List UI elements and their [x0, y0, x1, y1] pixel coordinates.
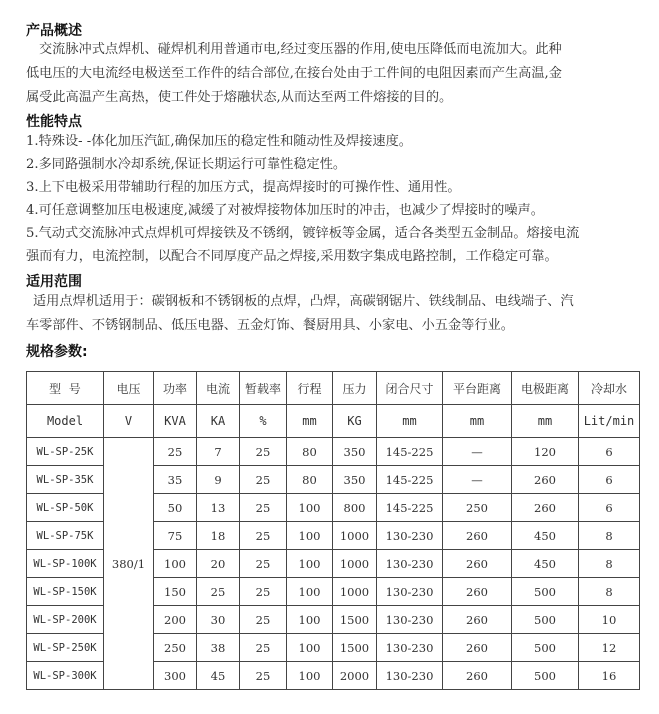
column-unit: KG: [333, 405, 377, 438]
table-cell: 6: [579, 438, 640, 466]
table-cell: 6: [579, 466, 640, 494]
table-cell: 25: [197, 578, 240, 606]
table-cell: 100: [287, 550, 333, 578]
table-cell: 260: [443, 634, 512, 662]
model-cell: WL-SP-250K: [27, 634, 104, 662]
table-row: [27, 438, 640, 466]
table-cell: 120: [512, 438, 579, 466]
model-cell: WL-SP-50K: [27, 494, 104, 522]
table-cell: 260: [443, 606, 512, 634]
column-unit: Lit/min: [579, 405, 640, 438]
table-cell: —: [443, 466, 512, 494]
table-cell: 800: [333, 494, 377, 522]
table-cell: 7: [197, 438, 240, 466]
feature-item: 4.可任意调整加压电极速度,减缓了对被焊接物体加压时的冲击，也减少了焊接时的噪声。: [26, 203, 544, 218]
model-cell: WL-SP-300K: [27, 662, 104, 690]
table-cell: 8: [579, 578, 640, 606]
table-cell: 9: [197, 466, 240, 494]
table-cell: 150: [154, 578, 197, 606]
table-cell: 30: [197, 606, 240, 634]
table-cell: 25: [240, 662, 287, 690]
table-cell: 1000: [333, 550, 377, 578]
table-cell: 25: [240, 578, 287, 606]
table-cell: 100: [287, 494, 333, 522]
voltage-cell: 380/1: [104, 438, 154, 690]
table-cell: 350: [333, 438, 377, 466]
table-cell: 45: [197, 662, 240, 690]
table-cell: 8: [579, 522, 640, 550]
table-cell: 8: [579, 550, 640, 578]
column-unit: %: [240, 405, 287, 438]
table-cell: 1000: [333, 522, 377, 550]
table-cell: 16: [579, 662, 640, 690]
model-cell: WL-SP-100K: [27, 550, 104, 578]
table-cell: 130-230: [377, 550, 443, 578]
table-cell: 500: [512, 634, 579, 662]
column-header: 冷却水: [579, 372, 640, 405]
table-cell: 250: [154, 634, 197, 662]
table-cell: 100: [287, 578, 333, 606]
table-cell: 260: [443, 662, 512, 690]
table-cell: 250: [443, 494, 512, 522]
column-header: 行程: [287, 372, 333, 405]
column-unit: V: [104, 405, 154, 438]
table-cell: 25: [240, 606, 287, 634]
column-header: 压力: [333, 372, 377, 405]
column-unit: mm: [512, 405, 579, 438]
column-header: 暂载率: [240, 372, 287, 405]
table-cell: 1500: [333, 634, 377, 662]
feature-item: 5.气动式交流脉冲式点焊机可焊接铁及不锈纲，镀锌板等金属，适合各类型五金制品。熔接电流: [26, 226, 580, 241]
table-cell: 350: [333, 466, 377, 494]
table-cell: 450: [512, 550, 579, 578]
table-cell: 12: [579, 634, 640, 662]
table-cell: 100: [287, 634, 333, 662]
column-unit: KVA: [154, 405, 197, 438]
column-unit: Model: [27, 405, 104, 438]
table-cell: 260: [443, 522, 512, 550]
scope-heading: 适用范围: [26, 274, 82, 290]
column-unit: mm: [377, 405, 443, 438]
model-cell: WL-SP-35K: [27, 466, 104, 494]
table-cell: 38: [197, 634, 240, 662]
table-cell: 25: [240, 522, 287, 550]
column-header: 平台距离: [443, 372, 512, 405]
header-row: [27, 372, 640, 405]
table-cell: 130-230: [377, 606, 443, 634]
table-cell: 100: [154, 550, 197, 578]
model-cell: WL-SP-25K: [27, 438, 104, 466]
table-cell: 1500: [333, 606, 377, 634]
table-cell: 2000: [333, 662, 377, 690]
table-cell: 25: [154, 438, 197, 466]
table-cell: 145-225: [377, 466, 443, 494]
table-cell: 260: [512, 466, 579, 494]
overview-line: 交流脉冲式点焊机、碰焊机利用普通市电,经过变压器的作用,使电压降低而电流加大。此种: [39, 42, 562, 57]
table-cell: 130-230: [377, 522, 443, 550]
units-row: [27, 405, 640, 438]
table-cell: 260: [443, 550, 512, 578]
table-cell: 80: [287, 466, 333, 494]
table-cell: 260: [443, 578, 512, 606]
column-header: 功率: [154, 372, 197, 405]
column-header: 电压: [104, 372, 154, 405]
table-cell: 6: [579, 494, 640, 522]
table-cell: 130-230: [377, 662, 443, 690]
table-cell: 13: [197, 494, 240, 522]
model-cell: WL-SP-200K: [27, 606, 104, 634]
table-cell: 450: [512, 522, 579, 550]
feature-item: 1.特殊设- -体化加压汽缸,确保加压的稳定性和随动性及焊接速度。: [26, 134, 412, 149]
column-unit: mm: [287, 405, 333, 438]
overview-heading: 产品概述: [26, 23, 82, 39]
column-header: 电极距离: [512, 372, 579, 405]
features-heading: 性能特点: [26, 114, 82, 130]
table-cell: 130-230: [377, 634, 443, 662]
table-cell: 75: [154, 522, 197, 550]
table-cell: 200: [154, 606, 197, 634]
overview-line: 低电压的大电流经电极送至工作件的结合部位,在接台处由于工件间的电阻因素而产生高温,金: [26, 66, 562, 81]
column-header: 电流: [197, 372, 240, 405]
table-cell: 1000: [333, 578, 377, 606]
table-cell: 145-225: [377, 438, 443, 466]
feature-item: 3.上下电极采用带辅助行程的加压方式，提高焊接时的可操作性、通用性。: [26, 180, 461, 195]
table-cell: 35: [154, 466, 197, 494]
spec-table: [26, 371, 640, 690]
table-cell: 500: [512, 606, 579, 634]
table-cell: 500: [512, 578, 579, 606]
overview-line: 属受此高温产生高热，使工件处于熔融状态,从而达至两工件熔接的目的。: [26, 90, 453, 105]
specs-heading: 规格参数:: [26, 344, 88, 360]
column-header: 闭合尺寸: [377, 372, 443, 405]
table-cell: 10: [579, 606, 640, 634]
column-unit: KA: [197, 405, 240, 438]
table-cell: 100: [287, 522, 333, 550]
table-cell: 500: [512, 662, 579, 690]
column-unit: mm: [443, 405, 512, 438]
table-cell: 100: [287, 662, 333, 690]
table-cell: 20: [197, 550, 240, 578]
table-cell: 18: [197, 522, 240, 550]
table-cell: 130-230: [377, 578, 443, 606]
model-cell: WL-SP-150K: [27, 578, 104, 606]
column-header: 型 号: [27, 372, 104, 405]
table-cell: 25: [240, 494, 287, 522]
table-cell: 25: [240, 466, 287, 494]
table-cell: 145-225: [377, 494, 443, 522]
scope-line: 车零部件、不锈钢制品、低压电器、五金灯饰、餐厨用具、小家电、小五金等行业。: [26, 318, 514, 333]
feature-item: 2.多同路强制水冷却系统,保证长期运行可靠性稳定性。: [26, 157, 347, 172]
table-cell: 260: [512, 494, 579, 522]
model-cell: WL-SP-75K: [27, 522, 104, 550]
table-cell: 25: [240, 550, 287, 578]
table-cell: 300: [154, 662, 197, 690]
table-cell: 50: [154, 494, 197, 522]
table-cell: —: [443, 438, 512, 466]
scope-line: 适用点焊机适用于：碳钢板和不锈钢板的点焊，凸焊，高碳钢锯片、铁线制品、电线端子、汽: [33, 294, 574, 309]
feature-item: 强而有力，电流控制，以配合不同厚度产品之焊接,采用数字集成电路控制，工作稳定可靠。: [26, 249, 558, 264]
table-cell: 100: [287, 606, 333, 634]
table-cell: 80: [287, 438, 333, 466]
table-cell: 25: [240, 438, 287, 466]
table-cell: 25: [240, 634, 287, 662]
